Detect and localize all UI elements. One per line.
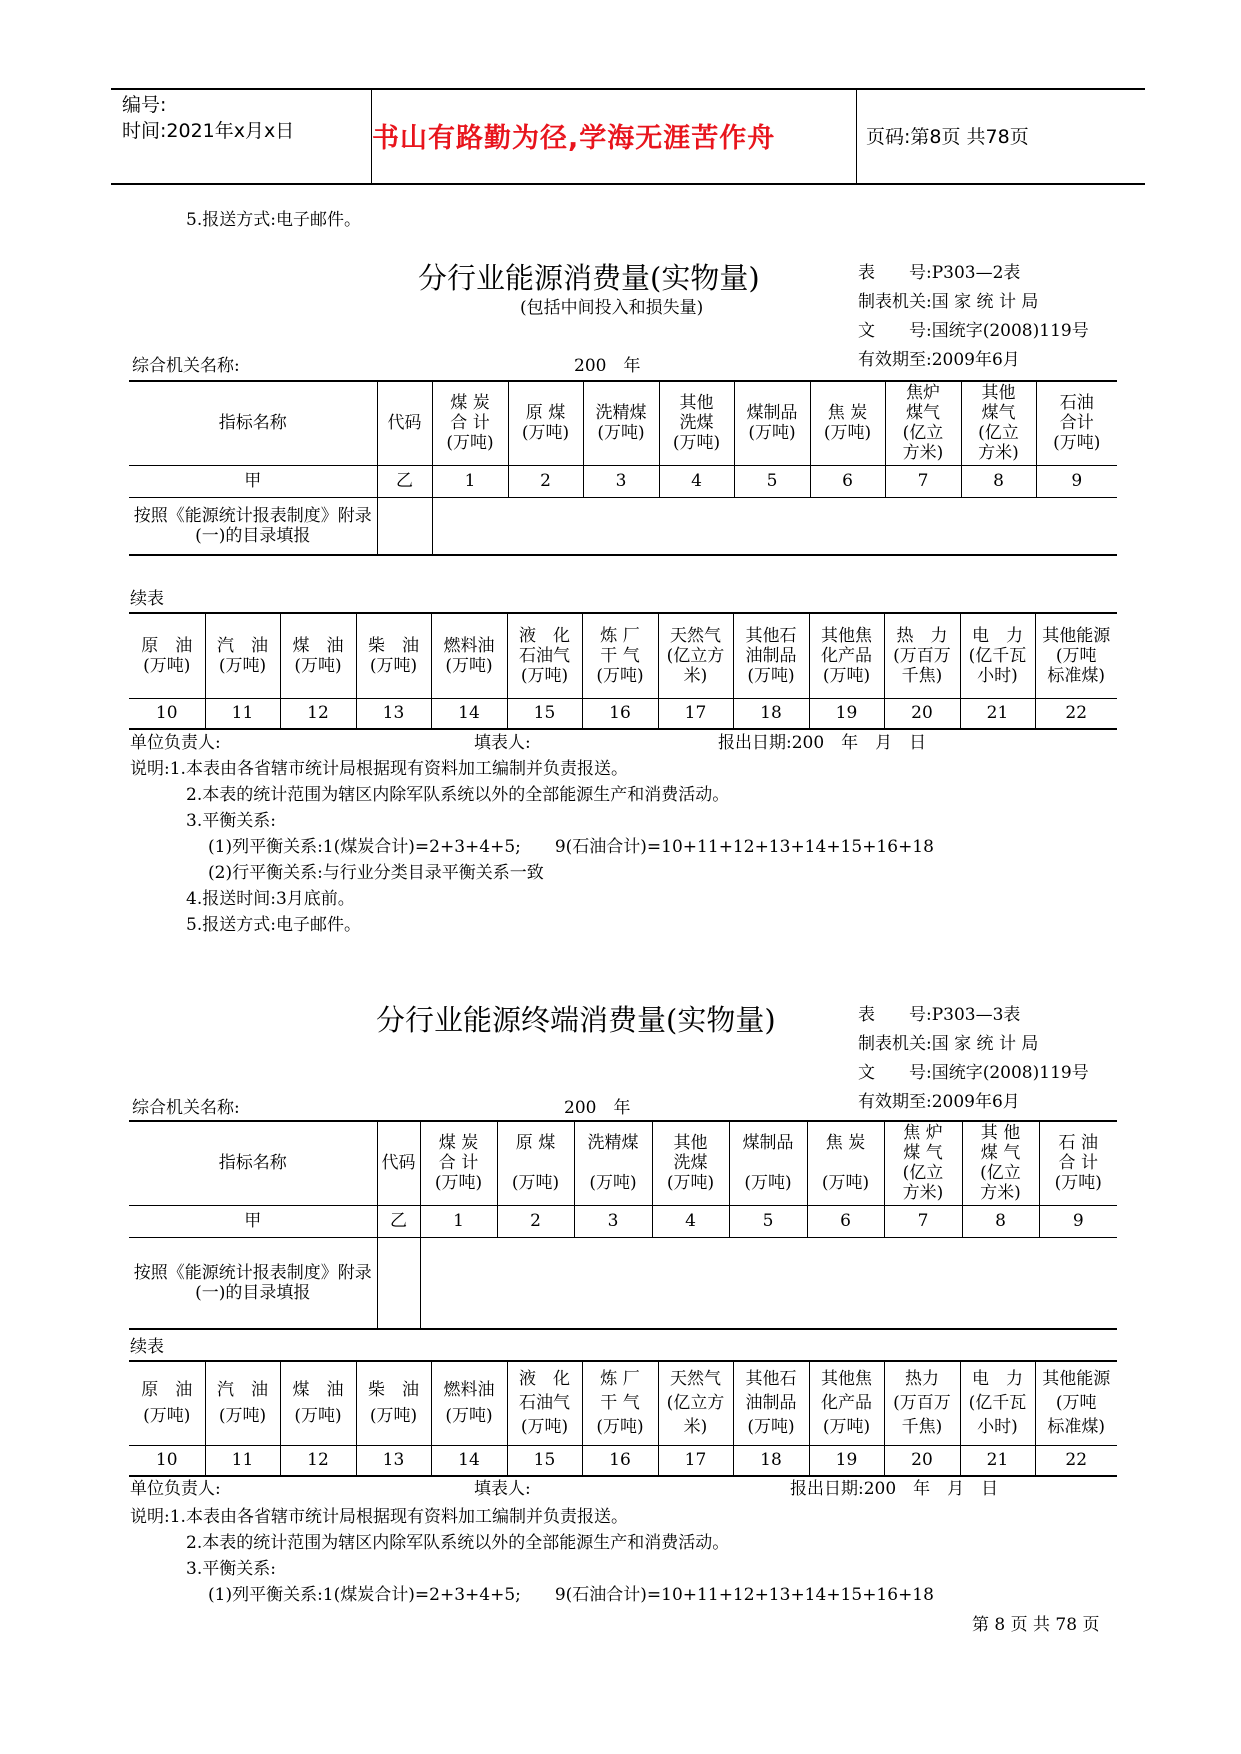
cont-code-cell: 16 <box>582 698 658 729</box>
section2-note-4: (1)列平衡关系:1(煤炭合计)=2+3+4+5; 9(石油合计)=10+11+12+13+14+15+16+18 <box>208 1585 934 1605</box>
code-cell: 甲 <box>129 465 377 497</box>
section2-meta-1: 表 号:P303—3表 <box>858 1005 1021 1025</box>
section2-code-row <box>129 1205 1117 1237</box>
header-cell: 指标名称 <box>129 1121 377 1205</box>
header-cell: 原 煤 (万吨) <box>497 1121 574 1205</box>
cont-header-cell: 炼 厂 干 气 (万吨) <box>582 1361 658 1445</box>
cont-code-cell: 14 <box>431 1445 507 1476</box>
code-cell: 乙 <box>377 465 432 497</box>
section2-note-2: 2.本表的统计范围为辖区内除军队系统以外的全部能源生产和消费活动。 <box>186 1533 730 1553</box>
header-cell: 煤 炭 合 计 (万吨) <box>432 381 508 465</box>
cont-code-cell: 12 <box>280 698 356 729</box>
section1-fill-row <box>129 497 1117 555</box>
cont-header-cell: 液 化 石油气 (万吨) <box>507 613 582 698</box>
cont-code-cell: 21 <box>960 1445 1035 1476</box>
cont-header-cell: 燃料油 (万吨) <box>431 613 507 698</box>
code-cell: 2 <box>497 1205 574 1237</box>
code-cell: 乙 <box>377 1205 420 1237</box>
header-cell: 石油 合计 (万吨) <box>1036 381 1117 465</box>
doc-time-label: 时间:2021年x月x日 <box>122 120 295 142</box>
cont-header-cell: 燃料油 (万吨) <box>431 1361 507 1445</box>
cont-header-cell: 其他焦 化产品 (万吨) <box>809 613 884 698</box>
cont-header-cell: 汽 油 (万吨) <box>205 613 280 698</box>
section1-note-5: (2)行平衡关系:与行业分类目录平衡关系一致 <box>208 863 544 883</box>
section2-cont-table <box>129 1360 1117 1477</box>
section2-note-1: 说明:1.本表由各省辖市统计局根据现有资料加工编制并负责报送。 <box>130 1507 628 1527</box>
cont-header-cell: 其他石 油制品 (万吨) <box>733 613 809 698</box>
empty-cell <box>377 497 432 555</box>
cont-code-cell: 18 <box>733 1445 809 1476</box>
cont-code-cell: 20 <box>884 698 960 729</box>
cont-header-cell: 热力 (万百万 千焦) <box>884 1361 960 1445</box>
section1-cont-table <box>129 612 1117 730</box>
section1-subtitle: (包括中间投入和损失量) <box>520 298 704 318</box>
section2-sign-filler: 填表人: <box>474 1479 531 1499</box>
header-cell: 石 油 合 计 (万吨) <box>1039 1121 1117 1205</box>
code-cell: 7 <box>885 465 961 497</box>
section1-note-6: 4.报送时间:3月底前。 <box>186 889 355 909</box>
section2-org-label: 综合机关名称: <box>132 1098 240 1118</box>
header-cell: 焦 炭 (万吨) <box>810 381 885 465</box>
header-cell: 焦炉 煤气 (亿立 方米) <box>885 381 961 465</box>
top-note: 5.报送方式:电子邮件。 <box>186 210 361 230</box>
empty-data-cell <box>432 497 1117 555</box>
cont-code-cell: 14 <box>431 698 507 729</box>
cont-code-cell: 16 <box>582 1445 658 1476</box>
cont-code-cell: 22 <box>1035 698 1117 729</box>
section2-sign-date: 报出日期:200 年 月 日 <box>790 1479 999 1499</box>
cont-header-cell: 天然气 (亿立方 米) <box>658 1361 733 1445</box>
cont-header-cell: 电 力 (亿千瓦 小时) <box>960 1361 1035 1445</box>
section2-cont-code-row <box>129 1445 1117 1476</box>
section2-main-table <box>129 1120 1117 1330</box>
header-cell: 原 煤 (万吨) <box>508 381 583 465</box>
cont-header-cell: 热 力 (万百万 千焦) <box>884 613 960 698</box>
cont-header-cell: 其他石 油制品 (万吨) <box>733 1361 809 1445</box>
code-cell: 7 <box>884 1205 962 1237</box>
cont-header-cell: 原 油 (万吨) <box>129 1361 205 1445</box>
section1-meta-3: 文 号:国统字(2008)119号 <box>858 321 1089 341</box>
cont-code-cell: 10 <box>129 1445 205 1476</box>
fill-instruction: 按照《能源统计报表制度》附录(一)的目录填报 <box>129 1237 377 1329</box>
cont-header-cell: 柴 油 (万吨) <box>356 1361 431 1445</box>
section2-fill-row <box>129 1237 1117 1329</box>
code-cell: 9 <box>1039 1205 1117 1237</box>
section1-note-3: 3.平衡关系: <box>186 811 276 831</box>
cont-header-cell: 柴 油 (万吨) <box>356 613 431 698</box>
empty-cell <box>377 1237 420 1329</box>
section1-cont-code-row <box>129 698 1117 729</box>
section1-main-table <box>129 380 1117 556</box>
section1-meta-4: 有效期至:2009年6月 <box>858 350 1020 370</box>
header-cell: 其他 煤气 (亿立 方米) <box>961 381 1036 465</box>
cont-header-cell: 其他能源 (万吨 标准煤) <box>1035 1361 1117 1445</box>
header-cell: 代码 <box>377 1121 420 1205</box>
section2-cont-header-row <box>129 1361 1117 1445</box>
page-number-label: 页码:第8页 共78页 <box>866 126 1029 148</box>
cont-header-cell: 煤 油 (万吨) <box>280 613 356 698</box>
section1-sign-filler: 填表人: <box>474 733 531 753</box>
cont-code-cell: 22 <box>1035 1445 1117 1476</box>
header-cell: 代码 <box>377 381 432 465</box>
header-cell: 指标名称 <box>129 381 377 465</box>
section1-year-label: 200 年 <box>574 356 641 376</box>
header-cell: 洗精煤 (万吨) <box>574 1121 652 1205</box>
section1-header-row <box>129 381 1117 465</box>
section1-note-4: (1)列平衡关系:1(煤炭合计)=2+3+4+5; 9(石油合计)=10+11+12+13+14+15+16+18 <box>208 837 934 857</box>
section2-meta-2: 制表机关:国 家 统 计 局 <box>858 1034 1039 1054</box>
section1-org-label: 综合机关名称: <box>132 356 240 376</box>
cont-code-cell: 12 <box>280 1445 356 1476</box>
section2-meta-3: 文 号:国统字(2008)119号 <box>858 1063 1089 1083</box>
header-cell: 煤制品 (万吨) <box>729 1121 807 1205</box>
section1-sign-leader: 单位负责人: <box>130 733 221 753</box>
section2-note-3: 3.平衡关系: <box>186 1559 276 1579</box>
cont-code-cell: 15 <box>507 698 582 729</box>
cont-code-cell: 19 <box>809 1445 884 1476</box>
header-cell: 其他 洗煤 (万吨) <box>652 1121 729 1205</box>
cont-header-cell: 原 油 (万吨) <box>129 613 205 698</box>
empty-data-cell <box>420 1237 1117 1329</box>
section1-note-1: 说明:1.本表由各省辖市统计局根据现有资料加工编制并负责报送。 <box>130 759 628 779</box>
header-cell: 煤制品 (万吨) <box>734 381 810 465</box>
doc-code-label: 编号: <box>122 94 167 116</box>
code-cell: 1 <box>420 1205 497 1237</box>
section1-note-2: 2.本表的统计范围为辖区内除军队系统以外的全部能源生产和消费活动。 <box>186 785 730 805</box>
motto: 书山有路勤为径,学海无涯苦作舟 <box>372 123 776 154</box>
cont-code-cell: 20 <box>884 1445 960 1476</box>
section2-title: 分行业能源终端消费量(实物量) <box>376 1003 776 1037</box>
page-footer: 第 8 页 共 78 页 <box>972 1615 1100 1635</box>
cont-code-cell: 17 <box>658 698 733 729</box>
cont-code-cell: 15 <box>507 1445 582 1476</box>
section1-meta-1: 表 号:P303—2表 <box>858 263 1021 283</box>
cont-code-cell: 11 <box>205 698 280 729</box>
code-cell: 4 <box>659 465 734 497</box>
header-cell: 焦 炭 (万吨) <box>807 1121 884 1205</box>
section1-title: 分行业能源消费量(实物量) <box>418 261 760 295</box>
section2-cont-label: 续表 <box>130 1337 164 1357</box>
code-cell: 6 <box>810 465 885 497</box>
code-cell: 9 <box>1036 465 1117 497</box>
section1-cont-label: 续表 <box>130 589 164 609</box>
section1-code-row <box>129 465 1117 497</box>
cont-code-cell: 11 <box>205 1445 280 1476</box>
cont-header-cell: 煤 油 (万吨) <box>280 1361 356 1445</box>
header-cell: 焦 炉 煤 气 (亿立 方米) <box>884 1121 962 1205</box>
cont-code-cell: 10 <box>129 698 205 729</box>
code-cell: 6 <box>807 1205 884 1237</box>
fill-instruction: 按照《能源统计报表制度》附录(一)的目录填报 <box>129 497 377 555</box>
cont-header-cell: 液 化 石油气 (万吨) <box>507 1361 582 1445</box>
code-cell: 3 <box>574 1205 652 1237</box>
section1-meta-2: 制表机关:国 家 统 计 局 <box>858 292 1039 312</box>
code-cell: 8 <box>961 465 1036 497</box>
section2-sign-leader: 单位负责人: <box>130 1479 221 1499</box>
cont-code-cell: 17 <box>658 1445 733 1476</box>
code-cell: 1 <box>432 465 508 497</box>
section1-cont-header-row <box>129 613 1117 698</box>
cont-header-cell: 其他焦 化产品 (万吨) <box>809 1361 884 1445</box>
header-cell: 煤 炭 合 计 (万吨) <box>420 1121 497 1205</box>
header-cell: 其他 洗煤 (万吨) <box>659 381 734 465</box>
section2-meta-4: 有效期至:2009年6月 <box>858 1092 1020 1112</box>
section1-note-7: 5.报送方式:电子邮件。 <box>186 915 361 935</box>
cont-code-cell: 13 <box>356 1445 431 1476</box>
cont-header-cell: 天然气 (亿立方 米) <box>658 613 733 698</box>
code-cell: 2 <box>508 465 583 497</box>
code-cell: 4 <box>652 1205 729 1237</box>
section2-year-label: 200 年 <box>564 1098 631 1118</box>
cont-header-cell: 其他能源 (万吨 标准煤) <box>1035 613 1117 698</box>
header-cell: 洗精煤 (万吨) <box>583 381 659 465</box>
code-cell: 5 <box>729 1205 807 1237</box>
code-cell: 8 <box>962 1205 1039 1237</box>
cont-code-cell: 13 <box>356 698 431 729</box>
cont-header-cell: 汽 油 (万吨) <box>205 1361 280 1445</box>
code-cell: 5 <box>734 465 810 497</box>
header-cell: 其 他 煤 气 (亿立 方米) <box>962 1121 1039 1205</box>
section1-sign-date: 报出日期:200 年 月 日 <box>718 733 927 753</box>
section2-header-row <box>129 1121 1117 1205</box>
cont-header-cell: 电 力 (亿千瓦 小时) <box>960 613 1035 698</box>
cont-code-cell: 21 <box>960 698 1035 729</box>
code-cell: 甲 <box>129 1205 377 1237</box>
cont-code-cell: 18 <box>733 698 809 729</box>
cont-code-cell: 19 <box>809 698 884 729</box>
cont-header-cell: 炼 厂 干 气 (万吨) <box>582 613 658 698</box>
code-cell: 3 <box>583 465 659 497</box>
